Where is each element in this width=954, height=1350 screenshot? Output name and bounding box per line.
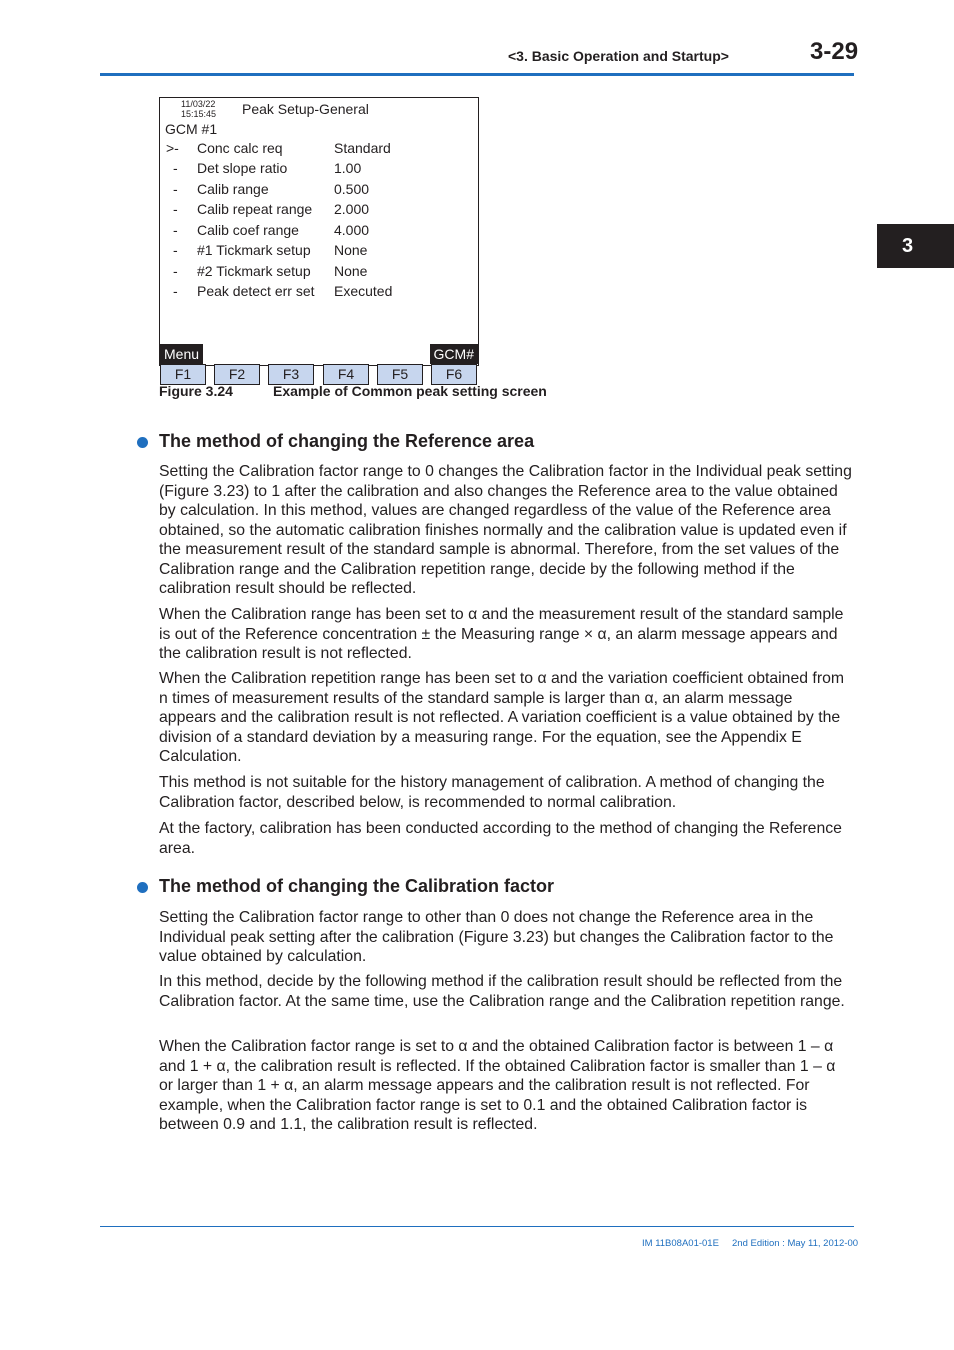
screen-time: 15:15:45 [181, 109, 217, 119]
figure-number: Figure 3.24 [159, 383, 233, 399]
chapter-tab [877, 224, 954, 268]
f5-key[interactable]: F5 [377, 364, 423, 385]
f2-key[interactable]: F2 [214, 364, 260, 385]
row-marker: - [173, 283, 178, 299]
row-value: Standard [334, 140, 391, 156]
row-marker: - [173, 242, 178, 258]
row-label: Conc calc req [197, 140, 283, 156]
footer-divider [100, 1226, 854, 1227]
header-divider [100, 73, 854, 76]
setting-row[interactable] [160, 160, 478, 178]
paragraph: At the factory, calibration has been conducted according to the method of changing the Reference area. [159, 820, 842, 857]
f4-key[interactable]: F4 [323, 364, 369, 385]
row-marker: - [173, 181, 178, 197]
gcm-softkey[interactable]: GCM# [430, 344, 478, 364]
chapter-tab-label: 3 [901, 234, 914, 257]
f6-key[interactable]: F6 [431, 364, 477, 385]
row-value: 1.00 [334, 160, 362, 176]
figure-caption: Example of Common peak setting screen [273, 383, 547, 399]
row-label: Calib range [197, 181, 269, 197]
device-screen [159, 97, 479, 366]
row-label: Peak detect err set [197, 283, 315, 299]
row-label: #1 Tickmark setup [197, 242, 311, 258]
row-value: None [334, 263, 368, 279]
paragraph: Setting the Calibration factor range to other than 0 does not change the Reference area in the Individual peak setting after the calibration (Figure 3.23) but changes the Calibration factor to the value obtained by calculation. [159, 909, 834, 965]
document-id: IM 11B08A01-01E [642, 1238, 719, 1249]
setting-row[interactable] [160, 222, 478, 240]
row-value: 2.000 [334, 201, 370, 217]
page-number: 3-29 [810, 38, 859, 65]
section-heading: The method of changing the Calibration factor [159, 876, 555, 896]
row-value: Executed [334, 283, 393, 299]
screen-date: 11/03/22 [181, 99, 216, 109]
paragraph: When the Calibration repetition range has been set to α and the variation coefficient obtained from n times of measurement results of the standard sample is larger than α, an alarm message appears and the calibration result is not reflected. A variation coefficient is a value obtained by the division of a standard deviation by a measuring range. For the equation, see the Appendix E Calculation. [159, 670, 845, 765]
row-label: Det slope ratio [197, 160, 288, 176]
setting-row[interactable] [160, 201, 478, 219]
setting-row[interactable] [160, 140, 478, 158]
bullet-icon [137, 437, 148, 448]
setting-row[interactable] [160, 283, 478, 301]
row-label: Calib repeat range [197, 201, 313, 217]
row-label: Calib coef range [197, 222, 299, 238]
setting-row[interactable] [160, 242, 478, 260]
screen-gcm-label: GCM #1 [165, 121, 218, 137]
menu-softkey[interactable]: Menu [160, 344, 203, 364]
setting-row[interactable] [160, 263, 478, 281]
row-value: 0.500 [334, 181, 370, 197]
row-marker: - [173, 263, 178, 279]
row-value: 4.000 [334, 222, 370, 238]
bullet-icon [137, 882, 148, 893]
section-title: <3. Basic Operation and Startup> [508, 48, 729, 64]
screen-title: Peak Setup-General [242, 101, 369, 117]
setting-row[interactable] [160, 181, 478, 199]
row-marker: - [173, 160, 178, 176]
section-heading: The method of changing the Reference area [159, 431, 535, 451]
row-value: None [334, 242, 368, 258]
f3-key[interactable]: F3 [268, 364, 314, 385]
paragraph: When the Calibration range has been set to α and the measurement result of the standard sample is out of the Reference concentration ± the Measuring range × α, an alarm message appears and the calibration result is not reflected. [159, 606, 844, 662]
row-marker: - [173, 201, 178, 217]
f1-key[interactable]: F1 [160, 364, 206, 385]
edition-info: 2nd Edition : May 11, 2012-00 [732, 1238, 859, 1249]
paragraph: When the Calibration factor range is set to α and the obtained Calibration factor is between 1 – α and 1 + α, the calibration result is reflected. If the obtained Calibration factor is smaller than 1 – α or larger than 1 + α, an alarm message appears and the calibration result is not reflected. For example, when the Calibration factor range is set to 0.1 and the obtained Calibration factor is between 0.9 and 1.1, the calibration result is reflected. [159, 1038, 836, 1133]
row-marker: >- [166, 140, 179, 156]
paragraph: In this method, decide by the following method if the calibration result should be reflected from the Calibration factor. At the same time, use the Calibration range and the Calibration repetition range. [159, 973, 845, 1010]
paragraph: Setting the Calibration factor range to 0 changes the Calibration factor in the Individual peak setting (Figure 3.23) to 1 after the calibration and also changes the Reference area to the value obtained by calculation. In this method, values are changed regardless of the value of the Reference area obtained, so the automatic calibration finishes normally and the calibration value is updated even if the measurement result of the standard sample is abnormal. Therefore, from the set values of the Calibration range and the Calibration repetition range, decide by the following method if the calibration result should be reflected. [159, 463, 852, 597]
paragraph: This method is not suitable for the history management of calibration. A method of changing the Calibration factor, described below, is recommended to normal calibration. [159, 774, 825, 811]
screen-datetime [181, 99, 216, 119]
row-label: #2 Tickmark setup [197, 263, 311, 279]
row-marker: - [173, 222, 178, 238]
